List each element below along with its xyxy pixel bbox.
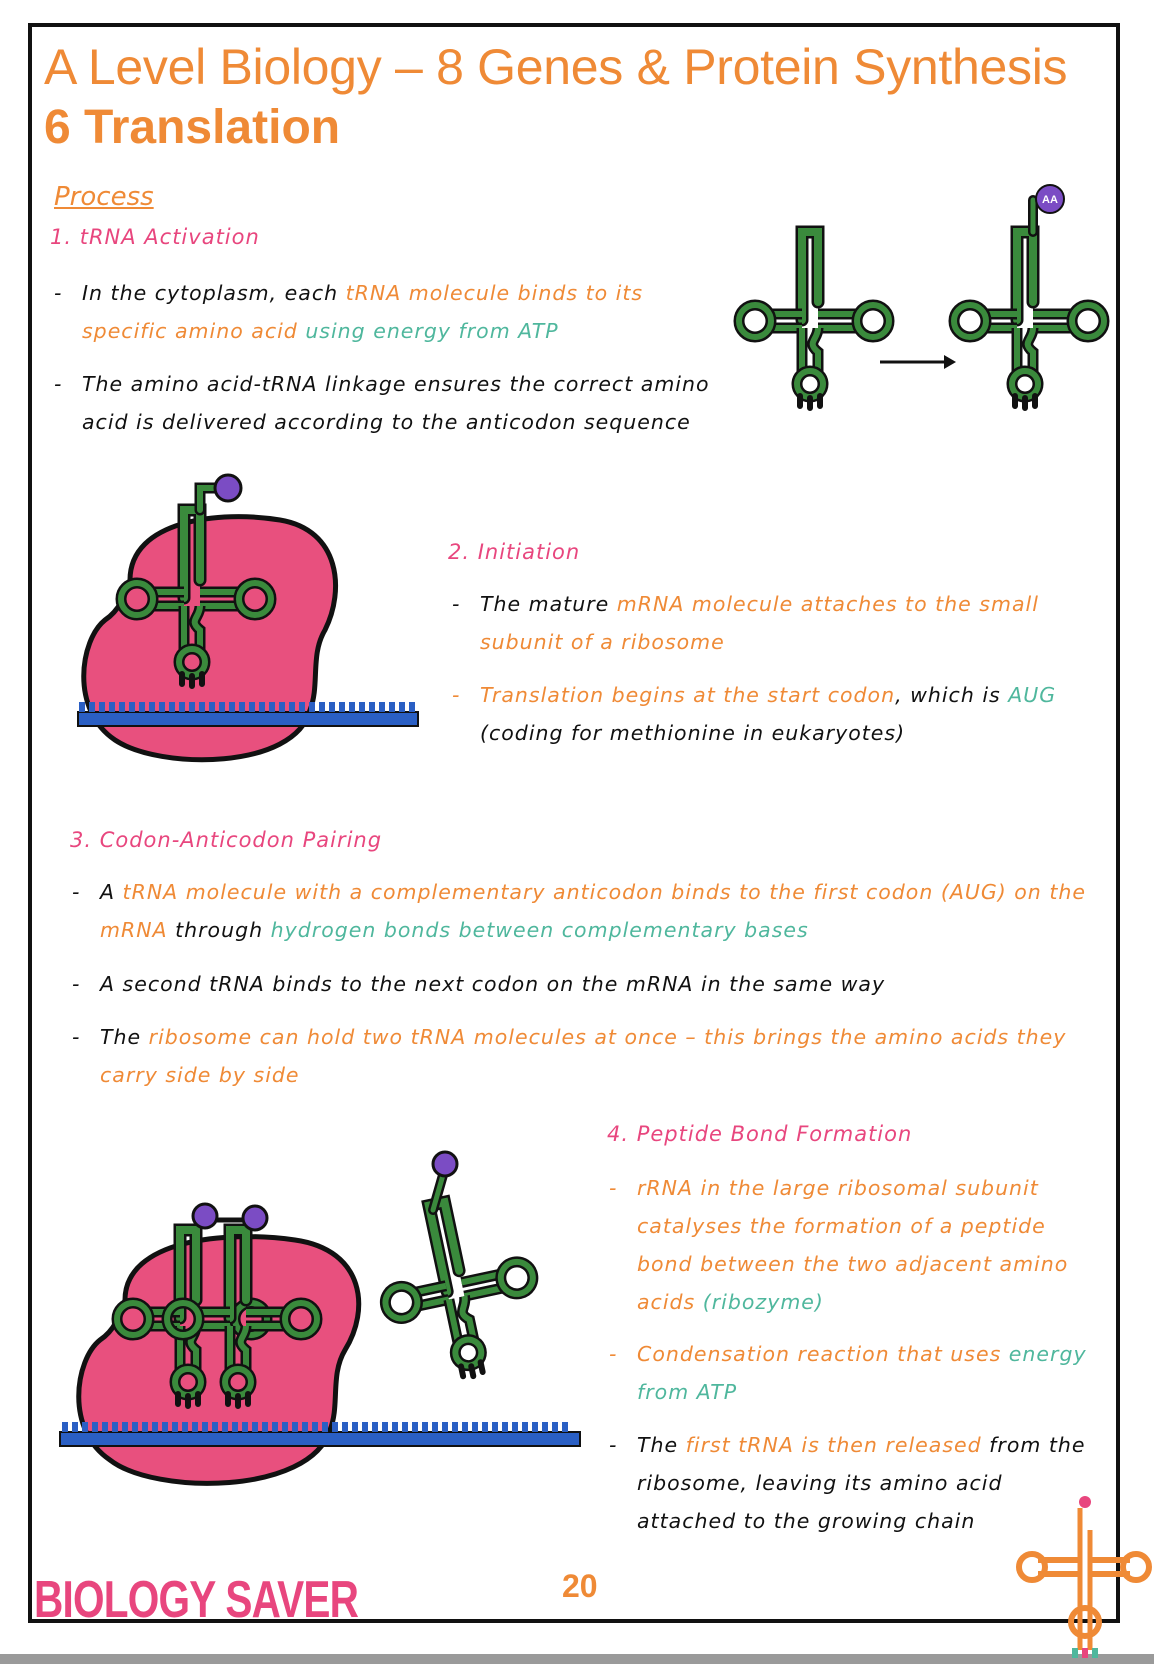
page-number: 20 [562,1568,598,1604]
biology-saver-logo: BIOLOGY SAVER [34,1571,359,1629]
amino-acid-label: AA [1042,194,1058,206]
process-heading: Process [54,182,154,212]
bullet-condensation: - Condensation reaction that uses energy from ATP [609,1342,1087,1404]
bullet-trna-binds: - In the cytoplasm, each tRNA molecule binds to its specific amino acid using energy from ATP [54,281,644,343]
trna-logo-icon [1010,1490,1150,1660]
trna-released-icon [367,1187,550,1390]
trna-charged-icon [954,232,1104,408]
section-heading-codon-pairing: 3. Codon-Anticodon Pairing [70,828,383,852]
section-heading-initiation: 2. Initiation [448,540,581,564]
trna-icon [739,232,889,408]
bottom-strip [0,1654,1154,1664]
section-heading-trna-activation: 1. tRNA Activation [50,225,260,249]
bullet-second-trna: - A second tRNA binds to the next codon on the mRNA in the same way [72,972,886,996]
amino-acid-icon [215,475,241,501]
bullet-linkage: - The amino acid-tRNA linkage ensures the correct amino acid is delivered according to the anticodon sequence [54,372,710,434]
amino-acid-icon [243,1206,267,1230]
bullet-rrna-catalyses: - rRNA in the large ribosomal subunit catalyses the formation of a peptide bond between the two adjacent amino acids (ribozyme) [609,1176,1069,1314]
section-heading-peptide-bond: 4. Peptide Bond Formation [607,1122,913,1146]
bullet-start-codon: - Translation begins at the start codon, which is AUG (coding for methionine in eukaryotes) [452,683,1057,745]
page-title: A Level Biology – 8 Genes & Protein Synthesis [44,39,1068,95]
bullet-mrna-attaches: - The mature mRNA molecule attaches to the small subunit of a ribosome [452,592,1039,654]
initiation-diagram [70,470,430,780]
bullet-first-trna-released: - The first tRNA is then released from the ribosome, leaving its amino acid attached to the growing chain [609,1433,1086,1533]
bullet-ribosome-holds-two: - The ribosome can hold two tRNA molecules at once – this brings the amino acids they carry side by side [72,1025,1067,1087]
mrna-strand-icon [60,1432,580,1446]
arrow-head-icon [944,355,956,369]
amino-acid-icon [193,1204,217,1228]
trna-activation-diagram [700,180,1120,420]
mrna-strand-icon [78,712,418,726]
peptide-bond-diagram [55,1150,595,1510]
page-subtitle: 6 Translation [44,101,341,154]
amino-acid-icon [433,1152,457,1176]
bullet-complementary-anticodon: - A tRNA molecule with a complementary anticodon binds to the first codon (AUG) on the mRNA through hydrogen bonds between complementary bases [72,880,1086,942]
